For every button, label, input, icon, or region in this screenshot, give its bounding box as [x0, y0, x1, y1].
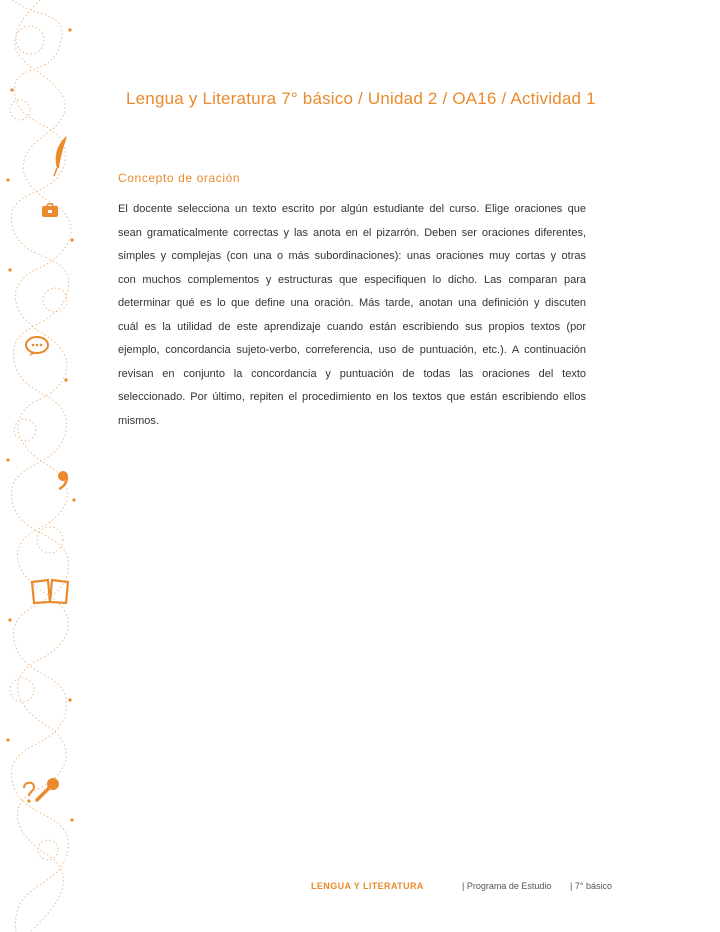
open-book-icon — [30, 576, 70, 606]
schoolbag-icon — [40, 202, 60, 218]
section-title: Concepto de oración — [118, 171, 241, 185]
footer-program: | Programa de Estudio — [462, 881, 552, 891]
page-title: Lengua y Literatura 7° básico / Unidad 2 / OA16 / Actividad 1 — [126, 89, 596, 108]
speech-bubble-icon — [24, 335, 50, 357]
microphone-icon — [32, 776, 62, 804]
comma-icon — [57, 470, 69, 490]
footer-subject: LENGUA Y LITERATURA — [311, 881, 424, 891]
quill-icon — [50, 134, 72, 178]
footer-grade: | 7° básico — [570, 881, 612, 891]
activity-description: El docente selecciona un texto escrito por algún estudiante del curso. Elige oraciones que sean gramaticalmente correctas y las anota en el pizarrón. Deben ser oraciones diferentes, simples y complejas (con una o más subordinaciones): unas oraciones muy cortas y otras con muchos complementos y estructuras que especifiquen lo dicho. Las comparan para determinar qué es lo que define una oración. Más tarde, anotan una definición y discuten cuál es la utilidad de este aprendizaje cuando están escribiendo sus propios textos (por ejemplo, concordancia sujeto-verbo, correferencia, uso de puntuación, etc.). A continuación revisan en conjunto la concordancia y puntuación de todas las oraciones del texto seleccionado. Por último, repiten el procedimiento en los textos que están escribiendo ellos mismos. — [118, 203, 586, 427]
